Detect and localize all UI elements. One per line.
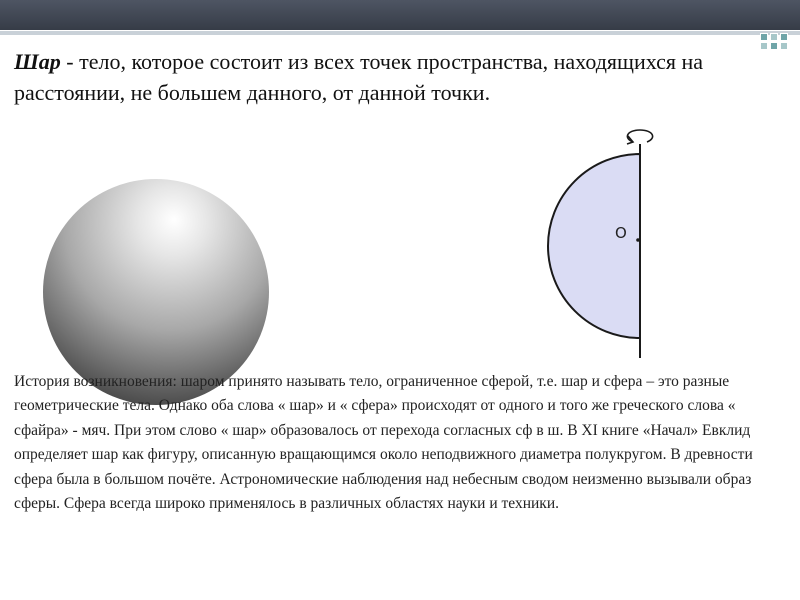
history-paragraph: История возникновения: шаром принято называть тело, ограниченное сферой, т.е. шар и сфера – это разные геометрические тела. Однако оба слова « шар» и « сфера» происходят от одного и того же греческого слова « сфайра» - мяч. При этом слово « шар» образовалось от перехода согласных сф в ш. В XI книге «Начал» Евклид определяет шар как фигуру, описанную вращающимся около неподвижного диаметра полукругом. В древности сфера была в большом почёте. Астрономические наблюдения над небесным сводом неизменно вызывали образ сферы. Сфера всегда широко применялось в различных областях науки и техники.	[14, 373, 753, 513]
definition-body: - тело, которое состоит из всех точек пространства, находящихся на расстоянии, не большем данного, от данной точки.	[14, 49, 704, 105]
definition-text	[14, 46, 794, 108]
slide-top-bar	[0, 0, 800, 30]
hemisphere-diagram	[535, 122, 675, 362]
semicircle	[548, 154, 640, 338]
definition-term: Шар	[14, 49, 61, 74]
slide-accent-bar	[0, 31, 800, 35]
center-point	[636, 238, 640, 242]
center-label: О	[615, 224, 627, 242]
